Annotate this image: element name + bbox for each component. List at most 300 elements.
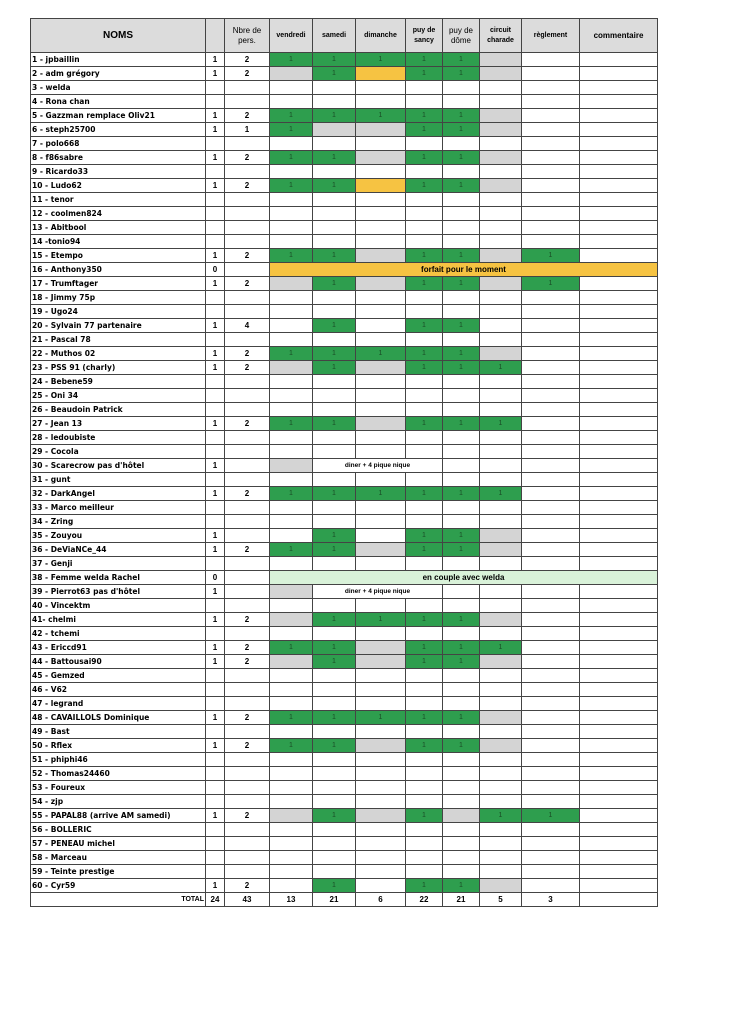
cell-dimanche: [356, 865, 406, 879]
cell-reglement: [522, 753, 580, 767]
cell-puy-dome: 1: [443, 123, 480, 137]
registration-table: [30, 18, 658, 907]
total-puy-sancy: 22: [406, 893, 443, 907]
row-name: 8 - f86sabre: [31, 151, 206, 165]
cell-circuit: [480, 333, 522, 347]
row-name: 42 - tchemi: [31, 627, 206, 641]
cell-puy-dome: 1: [443, 249, 480, 263]
cell-vendredi: 1: [270, 249, 313, 263]
table-row: [31, 291, 658, 305]
cell-circuit: [480, 235, 522, 249]
cell-vendredi: 1: [270, 123, 313, 137]
row-nb: 4: [225, 319, 270, 333]
row-flag: [206, 823, 225, 837]
row-nb: 2: [225, 151, 270, 165]
cell-puy-sancy: 1: [406, 277, 443, 291]
cell-puy-dome: 1: [443, 179, 480, 193]
cell-dimanche: [356, 137, 406, 151]
cell-dimanche: [356, 417, 406, 431]
table-row: [31, 375, 658, 389]
cell-puy-sancy: 1: [406, 417, 443, 431]
cell-puy-sancy: [406, 515, 443, 529]
cell-puy-sancy: [406, 137, 443, 151]
cell-vendredi: [270, 809, 313, 823]
row-nb: 2: [225, 417, 270, 431]
cell-dimanche: [356, 431, 406, 445]
cell-circuit: [480, 291, 522, 305]
cell-puy-dome: [443, 81, 480, 95]
table-row: [31, 879, 658, 893]
cell-reglement: [522, 515, 580, 529]
cell-circuit: [480, 753, 522, 767]
row-name: 33 - Marco meilleur: [31, 501, 206, 515]
row-nb: [225, 207, 270, 221]
cell-puy-dome: [443, 515, 480, 529]
cell-dimanche: [356, 753, 406, 767]
cell-circuit: [480, 347, 522, 361]
cell-reglement: [522, 389, 580, 403]
cell-puy-sancy: [406, 235, 443, 249]
cell-samedi: [313, 767, 356, 781]
cell-dimanche: [356, 501, 406, 515]
row-nb: 2: [225, 109, 270, 123]
cell-circuit: [480, 95, 522, 109]
cell-puy-dome: [443, 165, 480, 179]
cell-vendredi: [270, 795, 313, 809]
row-flag: [206, 865, 225, 879]
cell-circuit: [480, 823, 522, 837]
total-commentaire: [580, 893, 658, 907]
cell-dimanche: [356, 151, 406, 165]
table-row: [31, 445, 658, 459]
cell-undefined: [580, 711, 658, 725]
table-row: [31, 473, 658, 487]
row-name: 31 - gunt: [31, 473, 206, 487]
cell-reglement: [522, 487, 580, 501]
cell-dimanche: [356, 375, 406, 389]
cell-vendredi: [270, 655, 313, 669]
total-samedi: 21: [313, 893, 356, 907]
cell-puy-sancy: 1: [406, 53, 443, 67]
row-flag: 0: [206, 263, 225, 277]
row-name: 12 - coolmen824: [31, 207, 206, 221]
cell-reglement: [522, 501, 580, 515]
row-name: 11 - tenor: [31, 193, 206, 207]
row-nb: 2: [225, 347, 270, 361]
cell-reglement: [522, 585, 580, 599]
cell-reglement: [522, 711, 580, 725]
cell-puy-sancy: 1: [406, 319, 443, 333]
cell-puy-sancy: 1: [406, 109, 443, 123]
table-row: [31, 459, 658, 473]
cell-vendredi: [270, 361, 313, 375]
cell-vendredi: [270, 501, 313, 515]
cell-undefined: [580, 445, 658, 459]
row-nb: [225, 403, 270, 417]
cell-dimanche: 1: [356, 53, 406, 67]
table-row: [31, 781, 658, 795]
cell-circuit: [480, 403, 522, 417]
cell-reglement: [522, 375, 580, 389]
cell-vendredi: [270, 529, 313, 543]
cell-dimanche: [356, 529, 406, 543]
cell-undefined: [580, 207, 658, 221]
row-name: 40 - Vincektm: [31, 599, 206, 613]
table-row: [31, 193, 658, 207]
row-nb: [225, 473, 270, 487]
table-row: [31, 809, 658, 823]
row-flag: [206, 81, 225, 95]
cell-reglement: [522, 543, 580, 557]
cell-dimanche: [356, 333, 406, 347]
cell-undefined: [580, 361, 658, 375]
table-row: [31, 221, 658, 235]
cell-reglement: [522, 725, 580, 739]
row-flag: [206, 627, 225, 641]
table-row: [31, 683, 658, 697]
cell-reglement: [522, 599, 580, 613]
cell-undefined: [580, 235, 658, 249]
cell-reglement: [522, 123, 580, 137]
cell-samedi: 1: [313, 529, 356, 543]
row-flag: 1: [206, 655, 225, 669]
table-row: [31, 95, 658, 109]
cell-reglement: [522, 697, 580, 711]
cell-samedi: [313, 137, 356, 151]
cell-dimanche: [356, 221, 406, 235]
cell-undefined: [580, 291, 658, 305]
cell-dimanche: [356, 837, 406, 851]
cell-reglement: [522, 319, 580, 333]
cell-vendredi: [270, 697, 313, 711]
cell-circuit: [480, 473, 522, 487]
cell-puy-sancy: [406, 837, 443, 851]
cell-circuit: [480, 165, 522, 179]
table-row: [31, 361, 658, 375]
cell-puy-sancy: [406, 669, 443, 683]
row-name: 9 - Ricardo33: [31, 165, 206, 179]
cell-puy-dome: [443, 669, 480, 683]
total-circuit: 5: [480, 893, 522, 907]
cell-samedi: [313, 207, 356, 221]
row-flag: 1: [206, 179, 225, 193]
cell-samedi: [313, 235, 356, 249]
header-puy-sancy: puy de sancy: [406, 19, 443, 53]
cell-undefined: [580, 515, 658, 529]
cell-circuit: [480, 781, 522, 795]
cell-reglement: [522, 683, 580, 697]
row-name: 34 - Zring: [31, 515, 206, 529]
table-row: [31, 795, 658, 809]
cell-samedi: [313, 445, 356, 459]
cell-vendredi: [270, 207, 313, 221]
cell-undefined: [580, 795, 658, 809]
row-flag: 1: [206, 809, 225, 823]
cell-samedi: [313, 851, 356, 865]
row-flag: 1: [206, 319, 225, 333]
cell-samedi: [313, 501, 356, 515]
cell-circuit: [480, 627, 522, 641]
cell-undefined: [580, 529, 658, 543]
cell-puy-dome: [443, 725, 480, 739]
row-flag: [206, 375, 225, 389]
row-flag: 0: [206, 571, 225, 585]
cell-undefined: [580, 123, 658, 137]
cell-dimanche: [356, 179, 406, 193]
cell-samedi: 1: [313, 249, 356, 263]
table-row: [31, 53, 658, 67]
cell-puy-sancy: [406, 389, 443, 403]
cell-undefined: [580, 725, 658, 739]
meal-note: diner + 4 pique nique: [313, 585, 443, 599]
row-name: 43 - Ericcd91: [31, 641, 206, 655]
cell-circuit: [480, 137, 522, 151]
cell-dimanche: [356, 193, 406, 207]
row-name: 36 - DeViaNCe_44: [31, 543, 206, 557]
cell-puy-sancy: [406, 599, 443, 613]
row-nb: [225, 823, 270, 837]
row-name: 57 - PENEAU michel: [31, 837, 206, 851]
row-nb: 2: [225, 53, 270, 67]
row-name: 18 - Jimmy 75p: [31, 291, 206, 305]
cell-circuit: 1: [480, 641, 522, 655]
row-flag: 1: [206, 585, 225, 599]
cell-puy-dome: 1: [443, 319, 480, 333]
cell-samedi: [313, 375, 356, 389]
cell-reglement: [522, 361, 580, 375]
cell-puy-sancy: [406, 753, 443, 767]
row-flag: [206, 767, 225, 781]
row-flag: [206, 683, 225, 697]
cell-samedi: [313, 221, 356, 235]
row-nb: [225, 557, 270, 571]
cell-circuit: [480, 109, 522, 123]
cell-reglement: [522, 305, 580, 319]
cell-samedi: [313, 683, 356, 697]
row-flag: 1: [206, 249, 225, 263]
cell-vendredi: [270, 277, 313, 291]
row-nb: [225, 571, 270, 585]
row-flag: 1: [206, 109, 225, 123]
cell-dimanche: [356, 725, 406, 739]
cell-puy-dome: 1: [443, 529, 480, 543]
cell-undefined: [580, 305, 658, 319]
cell-circuit: [480, 655, 522, 669]
cell-undefined: [580, 557, 658, 571]
cell-vendredi: [270, 137, 313, 151]
row-flag: [206, 333, 225, 347]
cell-puy-dome: 1: [443, 655, 480, 669]
cell-reglement: [522, 151, 580, 165]
cell-puy-sancy: 1: [406, 809, 443, 823]
cell-reglement: [522, 431, 580, 445]
row-name: 48 - CAVAILLOLS Dominique: [31, 711, 206, 725]
table-row: [31, 249, 658, 263]
cell-samedi: 1: [313, 613, 356, 627]
cell-vendredi: [270, 613, 313, 627]
cell-puy-dome: 1: [443, 543, 480, 557]
cell-samedi: 1: [313, 879, 356, 893]
cell-undefined: [580, 865, 658, 879]
cell-vendredi: [270, 725, 313, 739]
cell-undefined: [580, 193, 658, 207]
cell-circuit: [480, 795, 522, 809]
row-flag: [206, 557, 225, 571]
cell-puy-sancy: [406, 697, 443, 711]
cell-undefined: [580, 767, 658, 781]
cell-reglement: [522, 137, 580, 151]
row-flag: 1: [206, 739, 225, 753]
row-name: 38 - Femme welda Rachel: [31, 571, 206, 585]
row-flag: [206, 235, 225, 249]
row-flag: [206, 473, 225, 487]
cell-puy-dome: [443, 473, 480, 487]
cell-undefined: [580, 165, 658, 179]
cell-reglement: [522, 837, 580, 851]
cell-circuit: [480, 193, 522, 207]
cell-reglement: [522, 781, 580, 795]
row-nb: [225, 165, 270, 179]
table-row: [31, 851, 658, 865]
cell-dimanche: [356, 319, 406, 333]
cell-samedi: 1: [313, 179, 356, 193]
cell-puy-dome: 1: [443, 487, 480, 501]
row-flag: [206, 599, 225, 613]
cell-dimanche: [356, 851, 406, 865]
row-nb: [225, 599, 270, 613]
cell-dimanche: [356, 543, 406, 557]
cell-dimanche: [356, 739, 406, 753]
cell-circuit: [480, 389, 522, 403]
cell-vendredi: [270, 865, 313, 879]
cell-puy-dome: [443, 767, 480, 781]
cell-undefined: [580, 487, 658, 501]
cell-samedi: 1: [313, 361, 356, 375]
cell-samedi: 1: [313, 347, 356, 361]
table-row: [31, 207, 658, 221]
cell-vendredi: [270, 81, 313, 95]
cell-samedi: [313, 781, 356, 795]
table-row: [31, 389, 658, 403]
cell-undefined: [580, 109, 658, 123]
cell-vendredi: [270, 669, 313, 683]
table-row: [31, 123, 658, 137]
cell-commentaire: [580, 459, 658, 473]
cell-samedi: 1: [313, 417, 356, 431]
row-nb: [225, 81, 270, 95]
row-flag: 1: [206, 543, 225, 557]
row-name: 44 - Battousai90: [31, 655, 206, 669]
cell-vendredi: [270, 319, 313, 333]
table-row: [31, 711, 658, 725]
cell-puy-sancy: [406, 767, 443, 781]
row-name: 50 - Rflex: [31, 739, 206, 753]
cell-reglement: [522, 165, 580, 179]
table-row: [31, 305, 658, 319]
row-name: 28 - ledoubiste: [31, 431, 206, 445]
row-name: 6 - steph25700: [31, 123, 206, 137]
total-vendredi: 13: [270, 893, 313, 907]
cell-undefined: [580, 179, 658, 193]
cell-reglement: [522, 95, 580, 109]
row-nb: [225, 501, 270, 515]
cell-puy-sancy: 1: [406, 879, 443, 893]
cell-undefined: [580, 403, 658, 417]
cell-puy-dome: [443, 375, 480, 389]
cell-vendredi: [270, 585, 313, 599]
row-flag: [206, 389, 225, 403]
total-flag: 24: [206, 893, 225, 907]
cell-undefined: [580, 879, 658, 893]
cell-samedi: 1: [313, 641, 356, 655]
cell-vendredi: [270, 403, 313, 417]
row-nb: 1: [225, 123, 270, 137]
row-name: 29 - Cocola: [31, 445, 206, 459]
row-name: 60 - Cyr59: [31, 879, 206, 893]
row-flag: 1: [206, 529, 225, 543]
cell-undefined: [580, 599, 658, 613]
table-row: [31, 347, 658, 361]
cell-undefined: [580, 347, 658, 361]
cell-vendredi: [270, 851, 313, 865]
cell-undefined: [580, 277, 658, 291]
cell-undefined: [580, 809, 658, 823]
cell-reglement: [522, 417, 580, 431]
cell-dimanche: [356, 515, 406, 529]
cell-puy-sancy: [406, 291, 443, 305]
cell-samedi: 1: [313, 151, 356, 165]
cell-puy-sancy: 1: [406, 739, 443, 753]
header-nbre: Nbre de pers.: [225, 19, 270, 53]
cell-circuit: [480, 865, 522, 879]
cell-puy-dome: [443, 333, 480, 347]
cell-dimanche: 1: [356, 347, 406, 361]
row-name: 27 - Jean 13: [31, 417, 206, 431]
total-row: [31, 893, 658, 907]
row-nb: [225, 291, 270, 305]
row-name: 22 - Muthos 02: [31, 347, 206, 361]
cell-puy-dome: [443, 599, 480, 613]
cell-puy-dome: [443, 781, 480, 795]
cell-undefined: [580, 137, 658, 151]
cell-puy-dome: 1: [443, 67, 480, 81]
cell-circuit: [480, 305, 522, 319]
cell-reglement: 1: [522, 277, 580, 291]
cell-circuit: [480, 543, 522, 557]
table-row: [31, 627, 658, 641]
total-reglement: 3: [522, 893, 580, 907]
table-row: [31, 823, 658, 837]
cell-circuit: [480, 67, 522, 81]
cell-undefined: [580, 697, 658, 711]
cell-dimanche: 1: [356, 487, 406, 501]
cell-vendredi: [270, 753, 313, 767]
cell-samedi: [313, 627, 356, 641]
row-flag: [206, 515, 225, 529]
cell-puy-sancy: [406, 95, 443, 109]
cell-circuit: [480, 515, 522, 529]
row-nb: [225, 725, 270, 739]
cell-reglement: [522, 627, 580, 641]
cell-vendredi: [270, 459, 313, 473]
cell-puy-sancy: [406, 207, 443, 221]
cell-circuit: [480, 879, 522, 893]
cell-undefined: [580, 389, 658, 403]
row-name: 56 - BOLLERIC: [31, 823, 206, 837]
row-name: 1 - jpbaillin: [31, 53, 206, 67]
row-name: 35 - Zouyou: [31, 529, 206, 543]
cell-reglement: [522, 109, 580, 123]
